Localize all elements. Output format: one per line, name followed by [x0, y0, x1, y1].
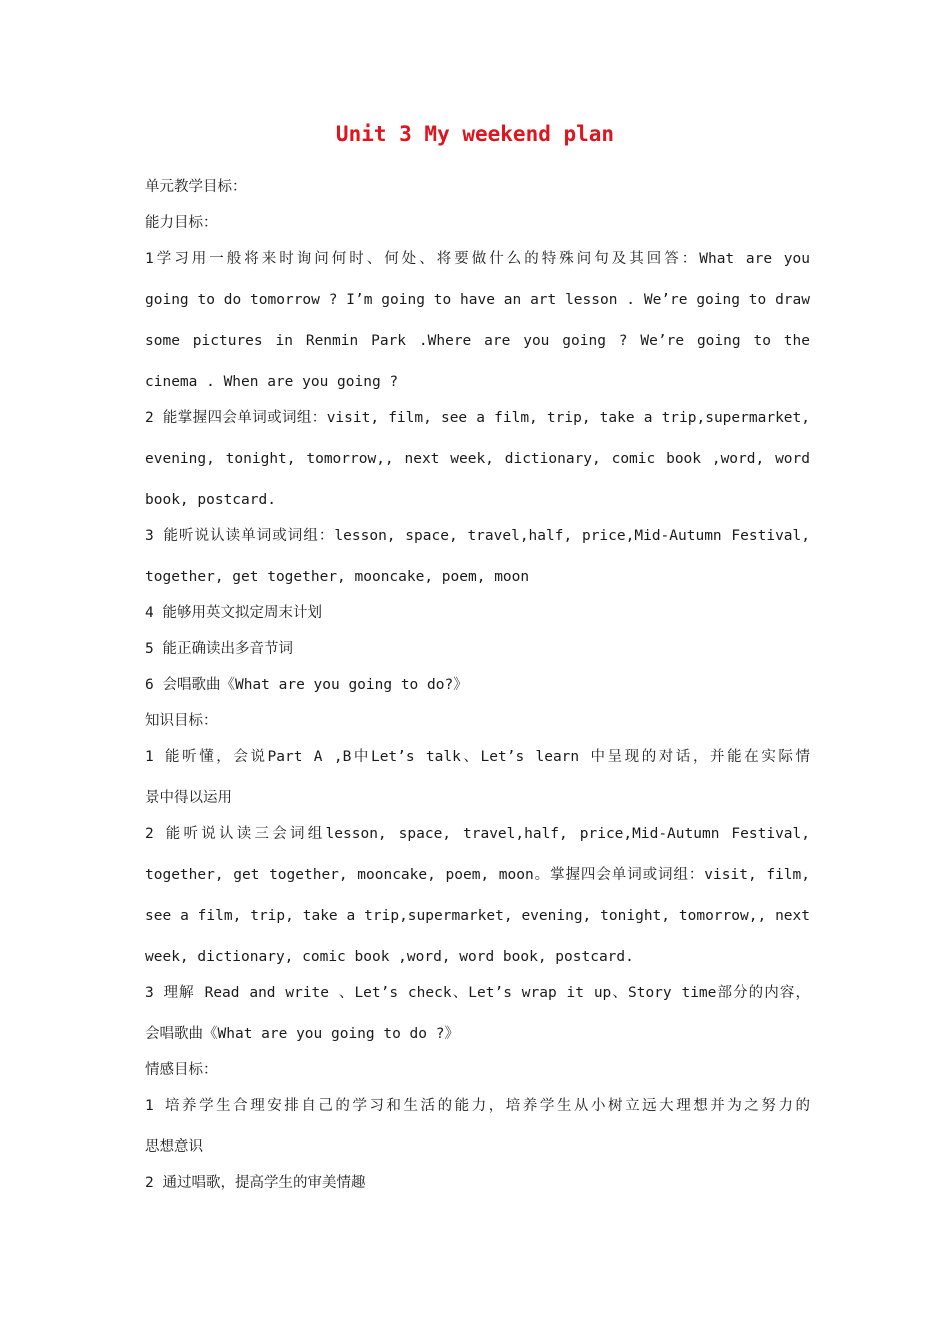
paragraph-line: cinema . When are you going ?	[145, 374, 399, 390]
heading-knowledge-goals: 知识目标：	[145, 713, 218, 729]
heading-emotion-goals: 情感目标：	[145, 1062, 218, 1078]
paragraph-line: see a film, trip, take a trip,supermarket, evening, tonight, tomorrow,, next	[145, 908, 810, 924]
paragraph-line: book, postcard.	[145, 492, 276, 508]
paragraph-line: 2 能听说认读三会词组lesson, space, travel,half, price,Mid-Autumn Festival,	[145, 826, 810, 842]
paragraph-line: together, get together, mooncake, poem, moon	[145, 569, 530, 585]
heading-ability-goals: 能力目标：	[145, 215, 218, 231]
paragraph-line: 6 会唱歌曲《What are you going to do?》	[145, 677, 468, 693]
paragraph-line: 2 通过唱歌，提高学生的审美情趣	[145, 1175, 366, 1191]
paragraph-line: 5 能正确读出多音节词	[145, 641, 293, 657]
paragraph-line: together, get together, mooncake, poem, moon。掌握四会单词或词组：visit, film,	[145, 867, 810, 883]
paragraph-line: 3 理解 Read and write 、Let’s check、Let’s wrap it up、Story time部分的内容，	[145, 985, 810, 1001]
paragraph-line: week, dictionary, comic book ,word, word book, postcard.	[145, 949, 634, 965]
paragraph-line: going to do tomorrow ? I’m going to have an art lesson . We’re going to draw	[145, 292, 810, 308]
paragraph-line: some pictures in Renmin Park .Where are you going ? We’re going to the	[145, 333, 810, 349]
paragraph-line: 3 能听说认读单词或词组：lesson, space, travel,half, price,Mid-Autumn Festival,	[145, 528, 810, 544]
paragraph-line: evening, tonight, tomorrow,, next week, dictionary, comic book ,word, word	[145, 451, 810, 467]
heading-unit-goals: 单元教学目标：	[145, 179, 247, 195]
paragraph-line: 1学习用一般将来时询问何时、何处、将要做什么的特殊问句及其回答：What are you	[145, 251, 810, 267]
paragraph-line: 思想意识	[145, 1139, 203, 1155]
paragraph-line: 会唱歌曲《What are you going to do ?》	[145, 1026, 459, 1042]
paragraph-line: 4 能够用英文拟定周末计划	[145, 605, 322, 621]
paragraph-line: 2 能掌握四会单词或词组：visit, film, see a film, trip, take a trip,supermarket,	[145, 410, 810, 426]
paragraph-line: 1 能听懂，会说Part A ,B中Let’s talk、Let’s learn 中呈现的对话，并能在实际情	[145, 749, 810, 765]
document-title: Unit 3 My weekend plan	[335, 122, 615, 146]
paragraph-line: 1 培养学生合理安排自己的学习和生活的能力，培养学生从小树立远大理想并为之努力的	[145, 1098, 810, 1114]
paragraph-line: 景中得以运用	[145, 790, 232, 806]
